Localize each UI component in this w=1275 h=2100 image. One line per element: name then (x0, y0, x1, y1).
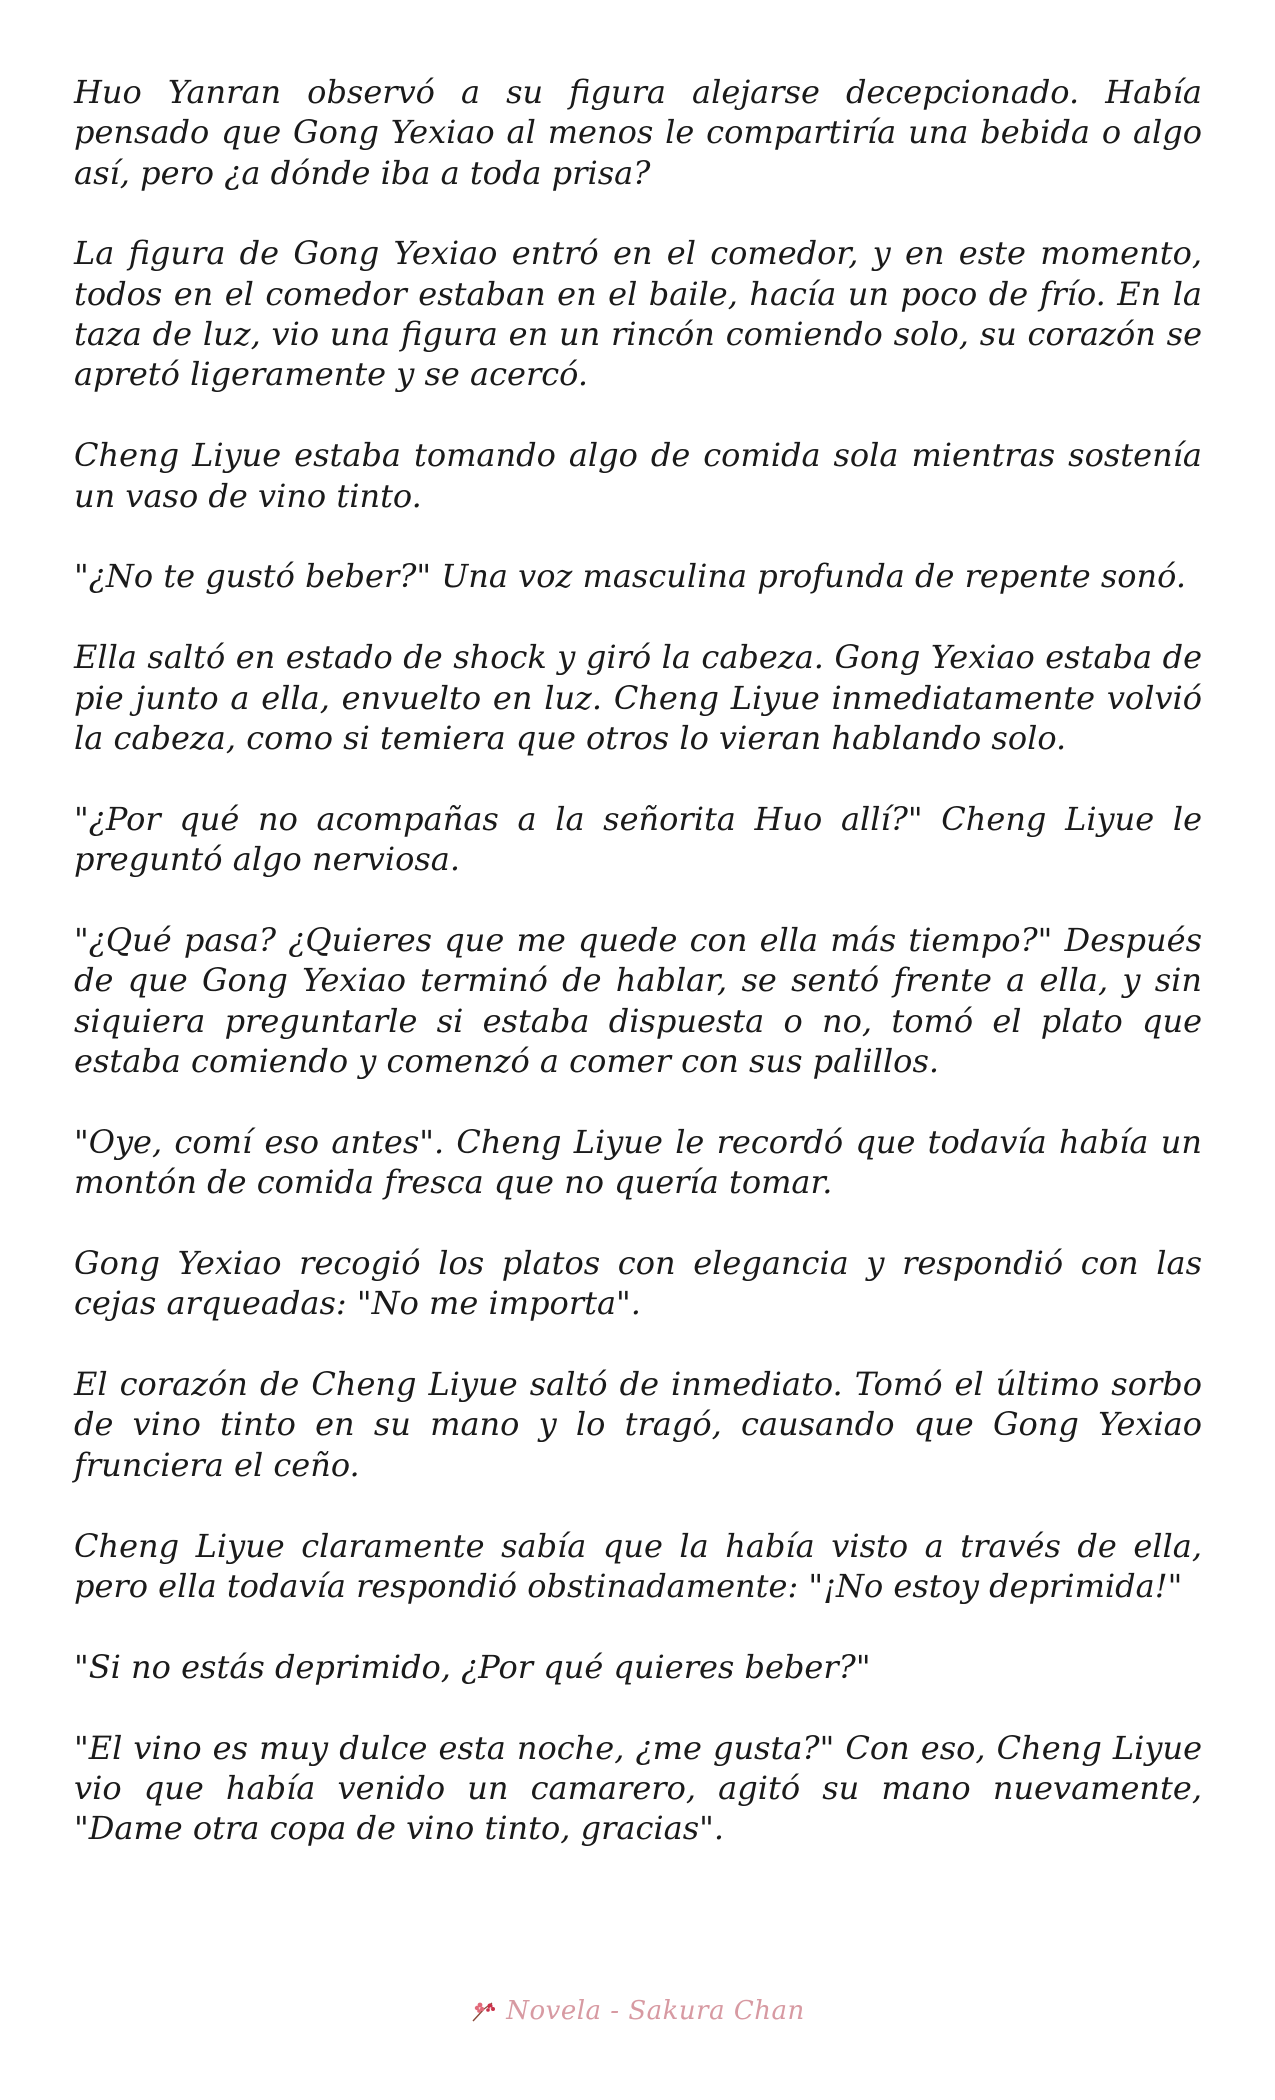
footer-text: Novela - Sakura Chan (506, 1996, 805, 2026)
paragraph: "Oye, comí eso antes". Cheng Liyue le recordó que todavía había un montón de comida fresca que no quería tomar. (74, 1122, 1202, 1202)
paragraph: Cheng Liyue estaba tomando algo de comida sola mientras sostenía un vaso de vino tinto. (74, 436, 1202, 515)
document-body (74, 72, 1202, 1889)
paragraph: "¿Qué pasa? ¿Quieres que me quede con ella más tiempo?" Después de que Gong Yexiao terminó de hablar, se sentó frente a ella, y sin siquiera preguntarle si estaba dispuesta o no, tomó el plato que estaba comiendo y comenzó a comer con sus palillos. (74, 921, 1202, 1080)
paragraph: "Si no estás deprimido, ¿Por qué quieres beber?" (74, 1647, 871, 1686)
footer-watermark (0, 1996, 1275, 2036)
paragraph: Ella saltó en estado de shock y giró la cabeza. Gong Yexiao estaba de pie junto a ella, envuelto en luz. Cheng Liyue inmediatamente volvió la cabeza, como si temiera que otros lo vieran hablando solo. (74, 638, 1202, 757)
paragraph: "El vino es muy dulce esta noche, ¿me gusta?" Con eso, Cheng Liyue vio que había venido un camarero, agitó su mano nuevamente, "Dame otra copa de vino tinto, gracias". (74, 1728, 1202, 1848)
cherry-blossom-icon (470, 1997, 498, 2025)
paragraph: "¿No te gustó beber?" Una voz masculina profunda de repente sonó. (74, 557, 1187, 596)
paragraph: Gong Yexiao recogió los platos con elegancia y respondió con las cejas arqueadas: "No me importa". (74, 1243, 1202, 1323)
paragraph: "¿Por qué no acompañas a la señorita Huo allí?" Cheng Liyue le preguntó algo nerviosa. (74, 799, 1202, 879)
paragraph: Huo Yanran observó a su figura alejarse decepcionado. Había pensado que Gong Yexiao al menos le compartiría una bebida o algo así, pero ¿a dónde iba a toda prisa? (74, 73, 1202, 192)
paragraph: El corazón de Cheng Liyue saltó de inmediato. Tomó el último sorbo de vino tinto en su mano y lo tragó, causando que Gong Yexiao frunciera el ceño. (74, 1365, 1202, 1484)
paragraph: La figura de Gong Yexiao entró en el comedor, y en este momento, todos en el comedor estaban en el baile, hacía un poco de frío. En la taza de luz, vio una figura en un rincón comiendo solo, su corazón se apretó ligeramente y se acercó. (74, 234, 1202, 394)
paragraph: Cheng Liyue claramente sabía que la había visto a través de ella, pero ella todavía respondió obstinadamente: "¡No estoy deprimida!" (74, 1526, 1202, 1605)
